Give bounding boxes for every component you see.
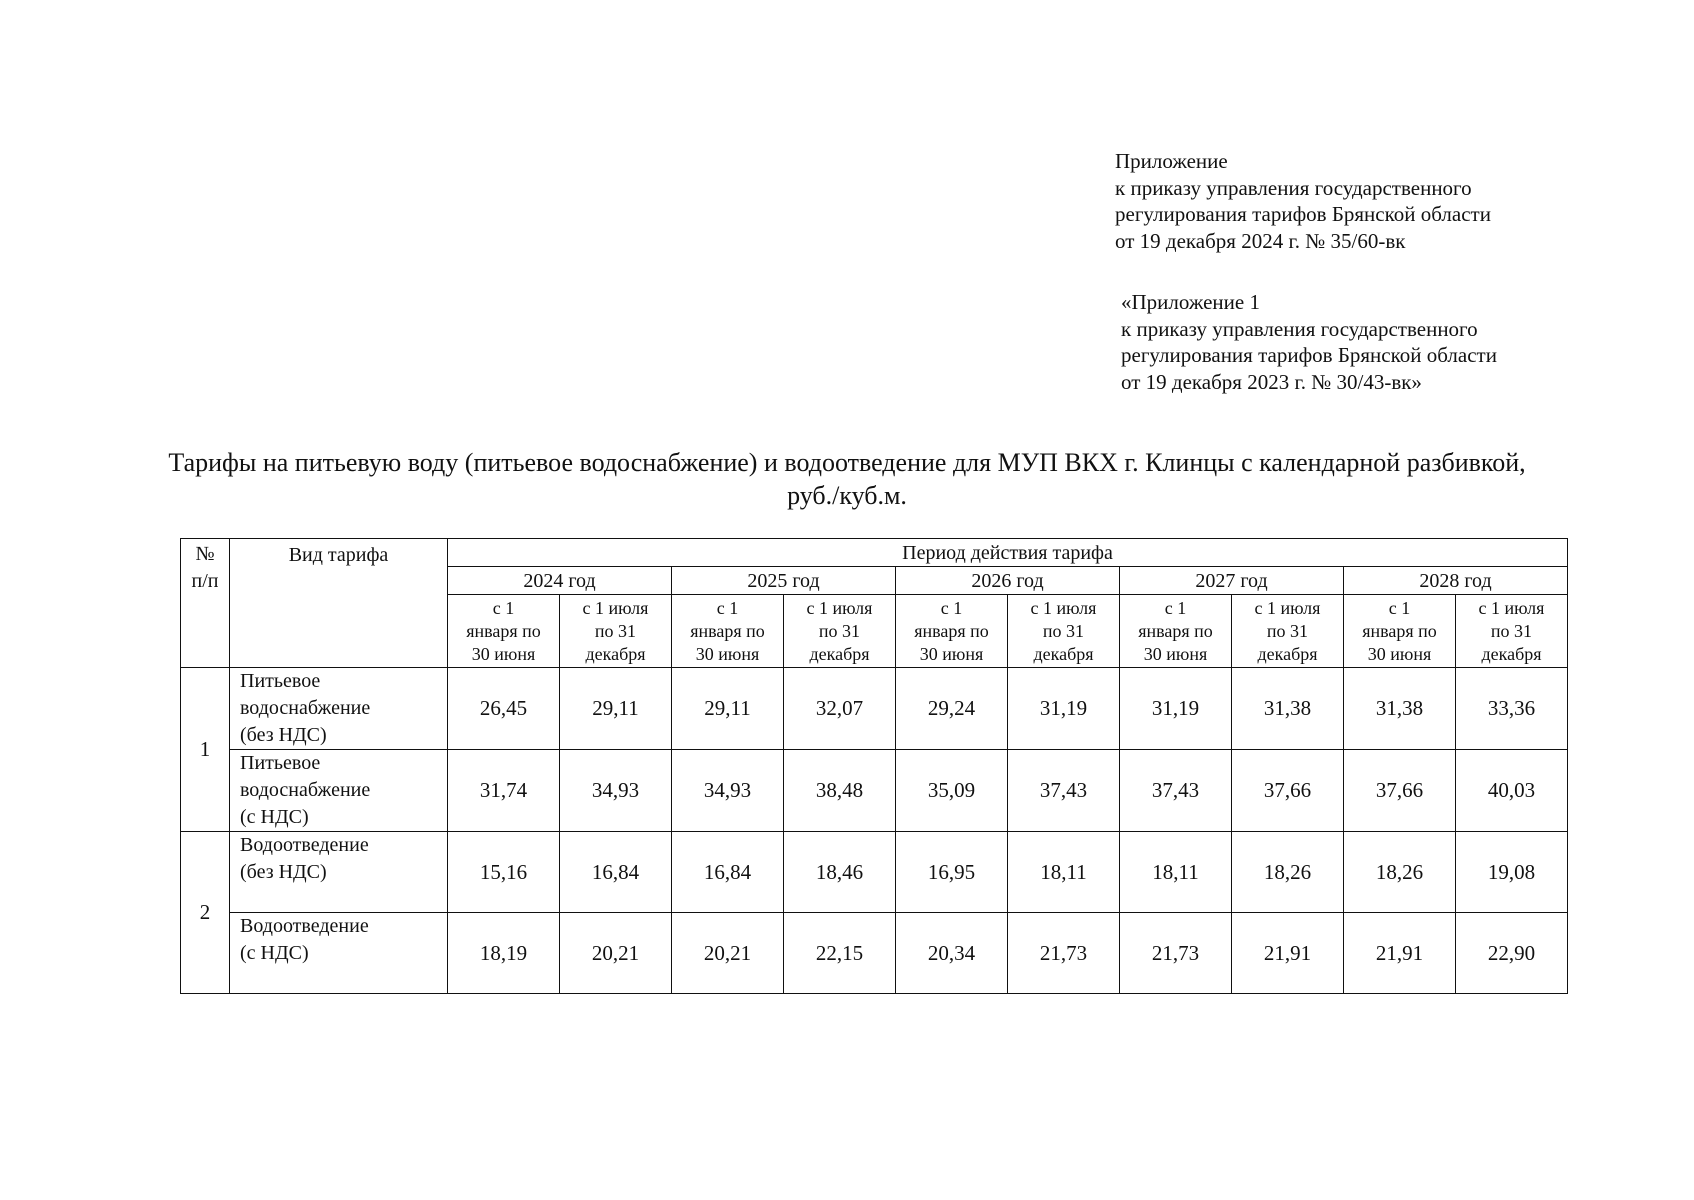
- kind-line: (без НДС): [240, 724, 327, 746]
- tariff-value: 16,95: [896, 832, 1008, 913]
- document-title: [0, 446, 1694, 512]
- tariff-value: 29,24: [896, 668, 1008, 750]
- tariff-value: 37,43: [1008, 750, 1120, 832]
- table-row: [181, 832, 1568, 913]
- tariff-value: 20,21: [672, 913, 784, 994]
- tariff-value: 15,16: [448, 832, 560, 913]
- tariff-value: 34,93: [560, 750, 672, 832]
- kind-line: Питьевое: [240, 752, 321, 774]
- header-row-number: [181, 539, 230, 668]
- table-row: [181, 668, 1568, 750]
- row-number: 2: [181, 832, 230, 994]
- tariff-value: 31,19: [1008, 668, 1120, 750]
- tariff-value: 18,46: [784, 832, 896, 913]
- tariff-value: 29,11: [672, 668, 784, 750]
- tariff-value: 29,11: [560, 668, 672, 750]
- previous-annex-line: «Приложение 1: [1121, 290, 1260, 314]
- kind-line: Водоотведение: [240, 834, 369, 856]
- previous-annex-line: к приказу управления государственного: [1121, 316, 1478, 341]
- header-year-2025: 2025 год: [672, 567, 896, 595]
- tariff-value: 26,45: [448, 668, 560, 750]
- tariff-value: 37,43: [1120, 750, 1232, 832]
- kind-line: (с НДС): [240, 942, 309, 964]
- header-period-first-half: [448, 595, 560, 668]
- tariff-value: 21,73: [1120, 913, 1232, 994]
- tariff-kind: [230, 750, 448, 832]
- period-line: декабря: [1033, 643, 1094, 664]
- tariff-value: 33,36: [1456, 668, 1568, 750]
- tariff-value: 38,48: [784, 750, 896, 832]
- tariff-value: 20,34: [896, 913, 1008, 994]
- previous-annex-line: от 19 декабря 2023 г. № 30/43-вк»: [1121, 369, 1422, 394]
- header-period-second-half: [1008, 595, 1120, 668]
- kind-line: водоснабжение: [240, 779, 371, 801]
- period-line: 30 июня: [1143, 643, 1208, 664]
- tariff-value: 40,03: [1456, 750, 1568, 832]
- period-line: 30 июня: [471, 643, 536, 664]
- tariff-value: 22,15: [784, 913, 896, 994]
- header-year-2024: 2024 год: [448, 567, 672, 595]
- title-line-2: руб./куб.м.: [787, 481, 907, 510]
- header-period-first-half: [1344, 595, 1456, 668]
- tariff-table: [180, 538, 1568, 994]
- tariff-value: 16,84: [672, 832, 784, 913]
- annex-line: от 19 декабря 2024 г. № 35/60-вк: [1115, 228, 1406, 253]
- tariff-value: 37,66: [1232, 750, 1344, 832]
- period-line: с 1: [1388, 597, 1411, 618]
- tariff-value: 18,19: [448, 913, 560, 994]
- period-line: декабря: [809, 643, 870, 664]
- title-line-1: Тарифы на питьевую воду (питьевое водоснабжение) и водоотведение для МУП ВКХ г. Клинцы с календарной разбивкой,: [168, 448, 1526, 477]
- kind-line: Водоотведение: [240, 915, 369, 937]
- kind-line: (с НДС): [240, 806, 309, 828]
- period-line: с 1 июля: [582, 597, 649, 618]
- tariff-value: 20,21: [560, 913, 672, 994]
- header-num-line: п/п: [191, 570, 219, 592]
- tariff-value: 19,08: [1456, 832, 1568, 913]
- tariff-value: 21,91: [1344, 913, 1456, 994]
- tariff-value: 21,91: [1232, 913, 1344, 994]
- period-line: 30 июня: [695, 643, 760, 664]
- period-line: с 1: [716, 597, 739, 618]
- period-line: с 1 июля: [1254, 597, 1321, 618]
- tariff-value: 16,84: [560, 832, 672, 913]
- header-period: Период действия тарифа: [448, 539, 1568, 567]
- period-line: с 1 июля: [1478, 597, 1545, 618]
- period-line: по 31: [818, 620, 861, 641]
- header-period-first-half: [1120, 595, 1232, 668]
- previous-annex-line: регулирования тарифов Брянской области: [1121, 343, 1497, 367]
- tariff-value: 31,38: [1232, 668, 1344, 750]
- row-number: 1: [181, 668, 230, 832]
- tariff-value: 18,11: [1120, 832, 1232, 913]
- tariff-value: 31,19: [1120, 668, 1232, 750]
- annex-line: регулирования тарифов Брянской области: [1115, 202, 1491, 226]
- period-line: с 1 июля: [1030, 597, 1097, 618]
- header-num-line: №: [195, 543, 215, 565]
- tariff-value: 18,11: [1008, 832, 1120, 913]
- table-row: [181, 913, 1568, 994]
- header-period-first-half: [672, 595, 784, 668]
- tariff-value: 34,93: [672, 750, 784, 832]
- period-line: декабря: [585, 643, 646, 664]
- kind-line: водоснабжение: [240, 697, 371, 719]
- period-line: 30 июня: [919, 643, 984, 664]
- tariff-kind: [230, 668, 448, 750]
- period-line: января по: [690, 620, 765, 641]
- period-line: декабря: [1481, 643, 1542, 664]
- kind-line: Питьевое: [240, 670, 321, 692]
- header-year-2027: 2027 год: [1120, 567, 1344, 595]
- period-line: января по: [1138, 620, 1213, 641]
- period-line: декабря: [1257, 643, 1318, 664]
- header-period-second-half: [560, 595, 672, 668]
- tariff-value: 31,74: [448, 750, 560, 832]
- tariff-value: 32,07: [784, 668, 896, 750]
- header-period-second-half: [1456, 595, 1568, 668]
- tariff-value: 31,38: [1344, 668, 1456, 750]
- header-period-first-half: [896, 595, 1008, 668]
- tariff-value: 18,26: [1232, 832, 1344, 913]
- table-row: [181, 750, 1568, 832]
- period-line: по 31: [1266, 620, 1309, 641]
- annex-line: Приложение: [1115, 149, 1228, 173]
- period-line: января по: [466, 620, 541, 641]
- header-year-2026: 2026 год: [896, 567, 1120, 595]
- period-line: января по: [1362, 620, 1437, 641]
- header-period-second-half: [1232, 595, 1344, 668]
- period-line: января по: [914, 620, 989, 641]
- period-line: с 1: [492, 597, 515, 618]
- tariff-value: 22,90: [1456, 913, 1568, 994]
- tariff-kind: [230, 832, 448, 913]
- period-line: с 1 июля: [806, 597, 873, 618]
- tariff-kind: [230, 913, 448, 994]
- tariff-value: 35,09: [896, 750, 1008, 832]
- period-line: по 31: [1490, 620, 1533, 641]
- tariff-value: 37,66: [1344, 750, 1456, 832]
- previous-annex-header: [1121, 289, 1497, 395]
- kind-line: (без НДС): [240, 861, 327, 883]
- period-line: по 31: [1042, 620, 1085, 641]
- header-tariff-kind: Вид тарифа: [230, 539, 448, 668]
- annex-line: к приказу управления государственного: [1115, 175, 1472, 200]
- period-line: по 31: [594, 620, 637, 641]
- period-line: с 1: [940, 597, 963, 618]
- period-line: 30 июня: [1367, 643, 1432, 664]
- header-year-2028: 2028 год: [1344, 567, 1568, 595]
- tariff-value: 21,73: [1008, 913, 1120, 994]
- annex-header: [1115, 148, 1491, 254]
- period-line: с 1: [1164, 597, 1187, 618]
- tariff-value: 18,26: [1344, 832, 1456, 913]
- header-period-second-half: [784, 595, 896, 668]
